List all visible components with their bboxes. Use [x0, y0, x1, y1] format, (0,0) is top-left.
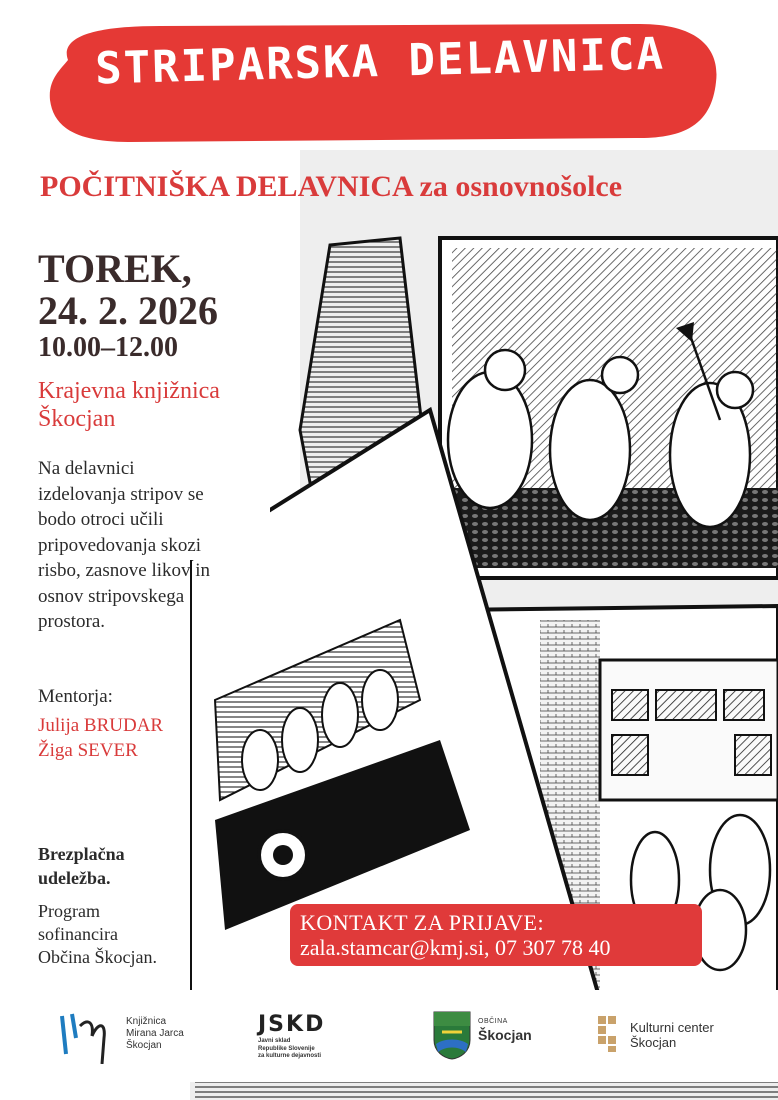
- description-line: risbo, zasnove likov in: [38, 560, 211, 581]
- obcina-small: OBČINA: [478, 1018, 508, 1025]
- program-line: sofinancira: [38, 924, 118, 944]
- event-day: TOREK,: [38, 246, 192, 291]
- coat-of-arms-icon: [432, 1010, 472, 1060]
- free-line: Brezplačna: [38, 844, 125, 864]
- kmj-logo-icon: [58, 1008, 120, 1064]
- logo-obcina: [430, 1008, 550, 1064]
- contact-details[interactable]: zala.stamcar@kmj.si, 07 307 78 40: [300, 935, 611, 960]
- program-line: Občina Škocjan.: [38, 947, 157, 967]
- description-line: prostora.: [38, 611, 106, 632]
- description-line: osnov stripovskega: [38, 585, 185, 607]
- program-funding: [38, 900, 188, 969]
- kc-logo-icon: [596, 1014, 626, 1054]
- program-line: Program: [38, 901, 100, 921]
- mentor-name: Žiga SEVER: [38, 740, 138, 761]
- subtitle: POČITNIŠKA DELAVNICA za osnovnošolce: [40, 170, 623, 203]
- location-line-1: Krajevna knjižnica: [38, 378, 220, 404]
- logo-kmj: [58, 1008, 218, 1064]
- contact-box: [290, 904, 702, 966]
- mentors-label: Mentorja:: [38, 686, 113, 707]
- description-line: izdelovanja stripov se: [38, 483, 204, 505]
- jskd-logo-line: Republike Slovenije: [258, 1045, 315, 1052]
- description-line: pripovedovanja skozi: [38, 534, 202, 556]
- mentor-name: Julija BRUDAR: [38, 715, 164, 736]
- free-line: udeležba.: [38, 868, 111, 888]
- kmj-logo-line: Mirana Jarca: [126, 1028, 184, 1039]
- event-date: 24. 2. 2026: [38, 288, 218, 333]
- obcina-name: Škocjan: [478, 1027, 532, 1043]
- jskd-logo-line: za kulturne dejavnosti: [258, 1053, 322, 1059]
- jskd-logo-icon: JSKD: [258, 1012, 326, 1037]
- location-line-2: Škocjan: [38, 406, 116, 432]
- event-time: 10.00–12.00: [38, 332, 178, 363]
- kc-logo-line: Kulturni center: [630, 1020, 714, 1035]
- banner-title: STRIPARSKA DELAVNICA: [94, 28, 666, 95]
- kmj-logo-line: Knjižnica: [126, 1016, 167, 1027]
- kc-logo-line: Škocjan: [630, 1035, 677, 1050]
- kmj-logo-line: Škocjan: [126, 1040, 162, 1051]
- logo-kulturni-center: [596, 1008, 746, 1064]
- logo-jskd: [256, 1008, 366, 1064]
- description-line: bodo otroci učili: [38, 509, 164, 530]
- description-line: Na delavnici: [38, 458, 135, 479]
- contact-heading: KONTAKT ZA PRIJAVE:: [300, 910, 545, 935]
- event-description: [38, 456, 268, 635]
- jskd-logo-line: Javni sklad: [258, 1038, 291, 1044]
- event-location: [38, 377, 298, 433]
- free-participation: [38, 842, 188, 890]
